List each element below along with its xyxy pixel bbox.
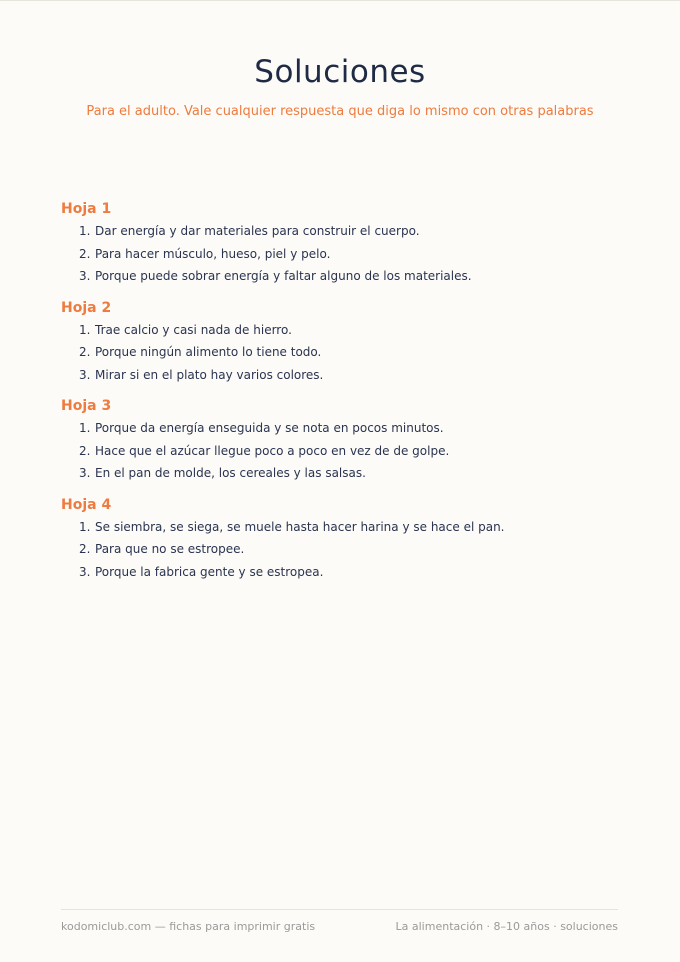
answer-list: [61, 319, 621, 387]
answer-text: Porque puede sobrar energía y faltar alguno de los materiales.: [95, 269, 472, 283]
answer-item: [61, 265, 621, 288]
answer-list: [61, 417, 621, 485]
answer-text: Dar energía y dar materiales para construir el cuerpo.: [95, 224, 420, 238]
footer-site-credit: kodomiclub.com — fichas para imprimir gratis: [61, 920, 316, 933]
answer-number: 2.: [79, 246, 91, 261]
answer-item: [61, 243, 621, 266]
page-subtitle: Para el adulto. Vale cualquier respuesta que diga lo mismo con otras palabras: [86, 104, 594, 119]
answer-text: En el pan de molde, los cereales y las salsas.: [95, 466, 366, 480]
section-title: Hoja 4: [61, 496, 112, 513]
answer-number: 1.: [79, 421, 91, 435]
answer-number: 1.: [79, 519, 91, 534]
answer-item: [61, 364, 621, 387]
section-hoja-1: [61, 199, 621, 288]
answer-number: 2.: [79, 542, 91, 556]
section-hoja-2: [61, 298, 621, 387]
answer-number: 2.: [79, 443, 91, 458]
answer-item: [61, 516, 621, 539]
solutions-content: [61, 199, 621, 593]
footer-divider: [61, 909, 618, 910]
answer-item: [61, 319, 621, 342]
section-title: Hoja 3: [61, 398, 112, 414]
answer-text: Mirar si en el plato hay varios colores.: [95, 367, 324, 382]
answer-text: Para hacer músculo, hueso, piel y pelo.: [95, 246, 331, 261]
answer-text: Porque la fabrica gente y se estropea.: [95, 564, 324, 579]
section-title: Hoja 1: [61, 201, 112, 217]
answer-text: Porque ningún alimento lo tiene todo.: [95, 345, 322, 359]
answer-number: 1.: [79, 322, 91, 337]
answer-item: [61, 462, 621, 485]
answer-item: [61, 538, 621, 561]
section-title: Hoja 2: [61, 299, 112, 316]
answer-text: Para que no se estropee.: [95, 542, 245, 556]
answer-number: 2.: [79, 345, 91, 359]
answer-number: 1.: [79, 224, 91, 238]
top-divider: [0, 0, 680, 1]
section-hoja-3: [61, 396, 621, 485]
answer-text: Hace que el azúcar llegue poco a poco en vez de de golpe.: [95, 443, 450, 458]
answer-item: [61, 417, 621, 440]
answer-item: [61, 561, 621, 584]
section-hoja-4: [61, 495, 621, 584]
answer-item: [61, 341, 621, 364]
answer-item: [61, 220, 621, 243]
footer-worksheet-info: La alimentación · 8–10 años · soluciones: [395, 920, 618, 933]
answer-list: [61, 220, 621, 288]
answer-number: 3.: [79, 466, 91, 480]
page-title: Soluciones: [254, 54, 426, 90]
answer-list: [61, 516, 621, 584]
answer-number: 3.: [79, 367, 91, 382]
answer-text: Se siembra, se siega, se muele hasta hacer harina y se hace el pan.: [95, 519, 505, 534]
answer-item: [61, 440, 621, 463]
answer-text: Trae calcio y casi nada de hierro.: [95, 322, 292, 337]
answer-text: Porque da energía enseguida y se nota en pocos minutos.: [95, 421, 444, 435]
answer-number: 3.: [79, 564, 91, 579]
answer-number: 3.: [79, 269, 91, 283]
